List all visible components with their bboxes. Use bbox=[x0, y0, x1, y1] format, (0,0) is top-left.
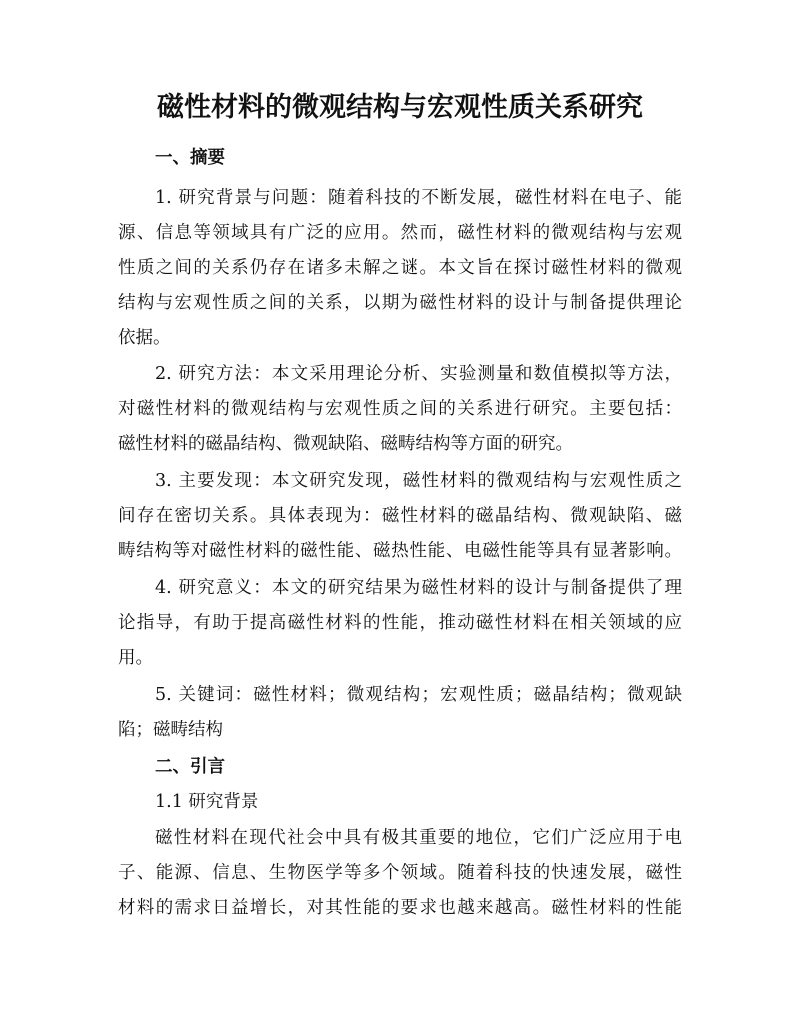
paragraph-line: 子、能源、信息、生物医学等多个领域。随着科技的快速发展，磁性 bbox=[118, 863, 682, 883]
paragraph-line: 源、信息等领域具有广泛的应用。然而，磁性材料的微观结构与宏观 bbox=[118, 223, 682, 243]
paragraph-line: 依据。 bbox=[118, 328, 171, 348]
paragraph-line: 5. 关键词：磁性材料；微观结构；宏观性质；磁晶结构；微观缺 bbox=[155, 685, 682, 705]
subsection-heading: 1.1 研究背景 bbox=[155, 792, 259, 812]
paragraph-line: 论指导，有助于提高磁性材料的性能，推动磁性材料在相关领域的应 bbox=[118, 613, 682, 633]
paragraph-line: 畴结构等对磁性材料的磁性能、磁热性能、电磁性能等具有显著影响。 bbox=[118, 541, 682, 561]
paragraph-line: 结构与宏观性质之间的关系，以期为磁性材料的设计与制备提供理论 bbox=[118, 293, 682, 313]
paragraph-line: 陷；磁畴结构 bbox=[118, 720, 223, 740]
paragraph-line: 1. 研究背景与问题：随着科技的不断发展，磁性材料在电子、能 bbox=[155, 188, 682, 208]
paragraph-line: 性质之间的关系仍存在诸多未解之谜。本文旨在探讨磁性材料的微观 bbox=[118, 258, 682, 278]
paragraph-line: 对磁性材料的微观结构与宏观性质之间的关系进行研究。主要包括： bbox=[118, 399, 682, 419]
document-title: 磁性材料的微观结构与宏观性质关系研究 bbox=[157, 92, 643, 123]
paragraph-line: 用。 bbox=[118, 648, 153, 668]
paragraph-line: 磁性材料在现代社会中具有极其重要的地位，它们广泛应用于电 bbox=[155, 828, 682, 848]
section-heading-introduction: 二、引言 bbox=[155, 757, 225, 777]
paragraph-line: 材料的需求日益增长，对其性能的要求也越来越高。磁性材料的性能 bbox=[118, 898, 682, 918]
paragraph-line: 磁性材料的磁晶结构、微观缺陷、磁畴结构等方面的研究。 bbox=[118, 434, 573, 454]
paragraph-line: 4. 研究意义：本文的研究结果为磁性材料的设计与制备提供了理 bbox=[155, 578, 682, 598]
paragraph-line: 2. 研究方法：本文采用理论分析、实验测量和数值模拟等方法， bbox=[155, 364, 682, 384]
section-heading-abstract: 一、摘要 bbox=[155, 148, 225, 168]
paragraph-line: 间存在密切关系。具体表现为：磁性材料的磁晶结构、微观缺陷、磁 bbox=[118, 506, 682, 526]
paragraph-line: 3. 主要发现：本文研究发现，磁性材料的微观结构与宏观性质之 bbox=[155, 471, 682, 491]
